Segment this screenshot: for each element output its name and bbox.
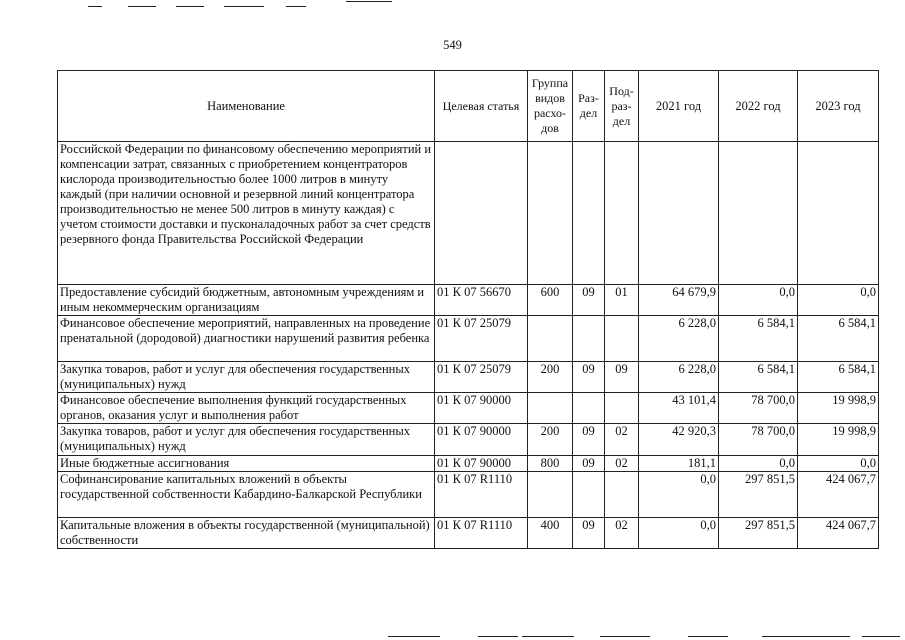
cell-2021: 6 228,0 [639, 316, 719, 362]
header-2022: 2022 год [719, 71, 798, 142]
header-2021: 2021 год [639, 71, 719, 142]
scan-dash [762, 636, 800, 637]
scan-dash [388, 636, 440, 637]
cell-section: 09 [573, 518, 605, 549]
cell-target-article [435, 142, 528, 285]
cell-section [573, 316, 605, 362]
cell-2023: 424 067,7 [798, 472, 879, 518]
scan-dash [688, 636, 728, 637]
cell-2023: 424 067,7 [798, 518, 879, 549]
table-row [58, 393, 879, 424]
cell-2023: 19 998,9 [798, 393, 879, 424]
table-row [58, 472, 879, 518]
cell-2021: 42 920,3 [639, 424, 719, 456]
cell-2021: 43 101,4 [639, 393, 719, 424]
cell-subsection: 01 [605, 285, 639, 316]
cell-section: 09 [573, 285, 605, 316]
page-number: 549 [443, 38, 462, 52]
cell-2022: 78 700,0 [719, 424, 798, 456]
scan-dash [286, 6, 306, 7]
header-section: Раз-дел [573, 71, 605, 142]
row-name: Капитальные вложения в объекты государственной (муниципальной) собственности [58, 518, 435, 549]
table-row [58, 518, 879, 549]
cell-expense-group: 600 [528, 285, 573, 316]
row-name: Российской Федерации по финансовому обеспечению мероприятий и компенсации затрат, связанных с приобретением концентраторов кислорода производительностью более 1000 литров в минуту каждый (при наличии основной и резервной линий концентратора производительностью не менее 500 литров в минуту каждая) с учетом стоимости доставки и пусконаладочных работ за счет средств резервного фонда Правительства Российской Федерации [58, 142, 435, 285]
cell-2021: 0,0 [639, 518, 719, 549]
cell-target-article: 01 К 07 90000 [435, 456, 528, 472]
cell-2022: 0,0 [719, 456, 798, 472]
cell-2023: 0,0 [798, 456, 879, 472]
scan-dash [176, 6, 204, 7]
cell-subsection: 02 [605, 456, 639, 472]
cell-target-article: 01 К 07 25079 [435, 316, 528, 362]
cell-2022: 0,0 [719, 285, 798, 316]
cell-target-article: 01 К 07 25079 [435, 362, 528, 393]
header-expense-group: Группа видов расхо-дов [528, 71, 573, 142]
scan-dash [862, 636, 900, 637]
cell-2023: 19 998,9 [798, 424, 879, 456]
table-row [58, 456, 879, 472]
cell-2021: 6 228,0 [639, 362, 719, 393]
cell-target-article: 01 К 07 R1110 [435, 518, 528, 549]
cell-2021 [639, 142, 719, 285]
cell-expense-group [528, 472, 573, 518]
table-row [58, 424, 879, 456]
cell-expense-group: 200 [528, 424, 573, 456]
cell-subsection [605, 472, 639, 518]
cell-2021: 181,1 [639, 456, 719, 472]
cell-2023: 0,0 [798, 285, 879, 316]
cell-2021: 0,0 [639, 472, 719, 518]
cell-2022: 297 851,5 [719, 518, 798, 549]
cell-expense-group: 400 [528, 518, 573, 549]
row-name: Финансовое обеспечение мероприятий, направленных на проведение пренатальной (дородовой) диагностики нарушений развития ребенка [58, 316, 435, 362]
cell-expense-group [528, 393, 573, 424]
cell-2022: 6 584,1 [719, 316, 798, 362]
table-header-row [58, 71, 879, 142]
cell-2023: 6 584,1 [798, 362, 879, 393]
scan-dash [128, 6, 156, 7]
scan-dash [88, 6, 102, 7]
row-name: Закупка товаров, работ и услуг для обеспечения государственных (муниципальных) нужд [58, 362, 435, 393]
row-name: Закупка товаров, работ и услуг для обеспечения государственных (муниципальных) нужд [58, 424, 435, 456]
row-name: Иные бюджетные ассигнования [58, 456, 435, 472]
scan-dash [224, 6, 264, 7]
cell-2022 [719, 142, 798, 285]
row-name: Финансовое обеспечение выполнения функций государственных органов, оказания услуг и выполнения работ [58, 393, 435, 424]
cell-expense-group: 200 [528, 362, 573, 393]
cell-expense-group: 800 [528, 456, 573, 472]
header-name: Наименование [58, 71, 435, 142]
cell-target-article: 01 К 07 90000 [435, 393, 528, 424]
scan-dash [800, 636, 850, 637]
scan-dash [600, 636, 650, 637]
scan-dash [522, 636, 574, 637]
table-row [58, 142, 879, 285]
cell-target-article: 01 К 07 56670 [435, 285, 528, 316]
row-name: Софинансирование капитальных вложений в объекты государственной собственности Кабардино-Балкарской Республики [58, 472, 435, 518]
table-row [58, 285, 879, 316]
cell-subsection: 09 [605, 362, 639, 393]
budget-table [57, 70, 879, 549]
cell-2023: 6 584,1 [798, 316, 879, 362]
cell-section: 09 [573, 362, 605, 393]
cell-section [573, 142, 605, 285]
row-name: Предоставление субсидий бюджетным, автономным учреждениям и иным некоммерческим организациям [58, 285, 435, 316]
cell-2022: 297 851,5 [719, 472, 798, 518]
cell-subsection [605, 393, 639, 424]
cell-expense-group [528, 316, 573, 362]
cell-section [573, 393, 605, 424]
cell-2021: 64 679,9 [639, 285, 719, 316]
table-row [58, 316, 879, 362]
scan-dash [346, 1, 392, 2]
cell-subsection: 02 [605, 518, 639, 549]
cell-2023 [798, 142, 879, 285]
cell-subsection [605, 142, 639, 285]
cell-section: 09 [573, 456, 605, 472]
table-row [58, 362, 879, 393]
cell-target-article: 01 К 07 R1110 [435, 472, 528, 518]
header-2023: 2023 год [798, 71, 879, 142]
cell-section: 09 [573, 424, 605, 456]
header-target-article: Целевая статья [435, 71, 528, 142]
cell-target-article: 01 К 07 90000 [435, 424, 528, 456]
cell-subsection [605, 316, 639, 362]
header-subsection: Под-раз-дел [605, 71, 639, 142]
cell-2022: 78 700,0 [719, 393, 798, 424]
cell-2022: 6 584,1 [719, 362, 798, 393]
cell-expense-group [528, 142, 573, 285]
scan-dash [478, 636, 518, 637]
cell-section [573, 472, 605, 518]
cell-subsection: 02 [605, 424, 639, 456]
